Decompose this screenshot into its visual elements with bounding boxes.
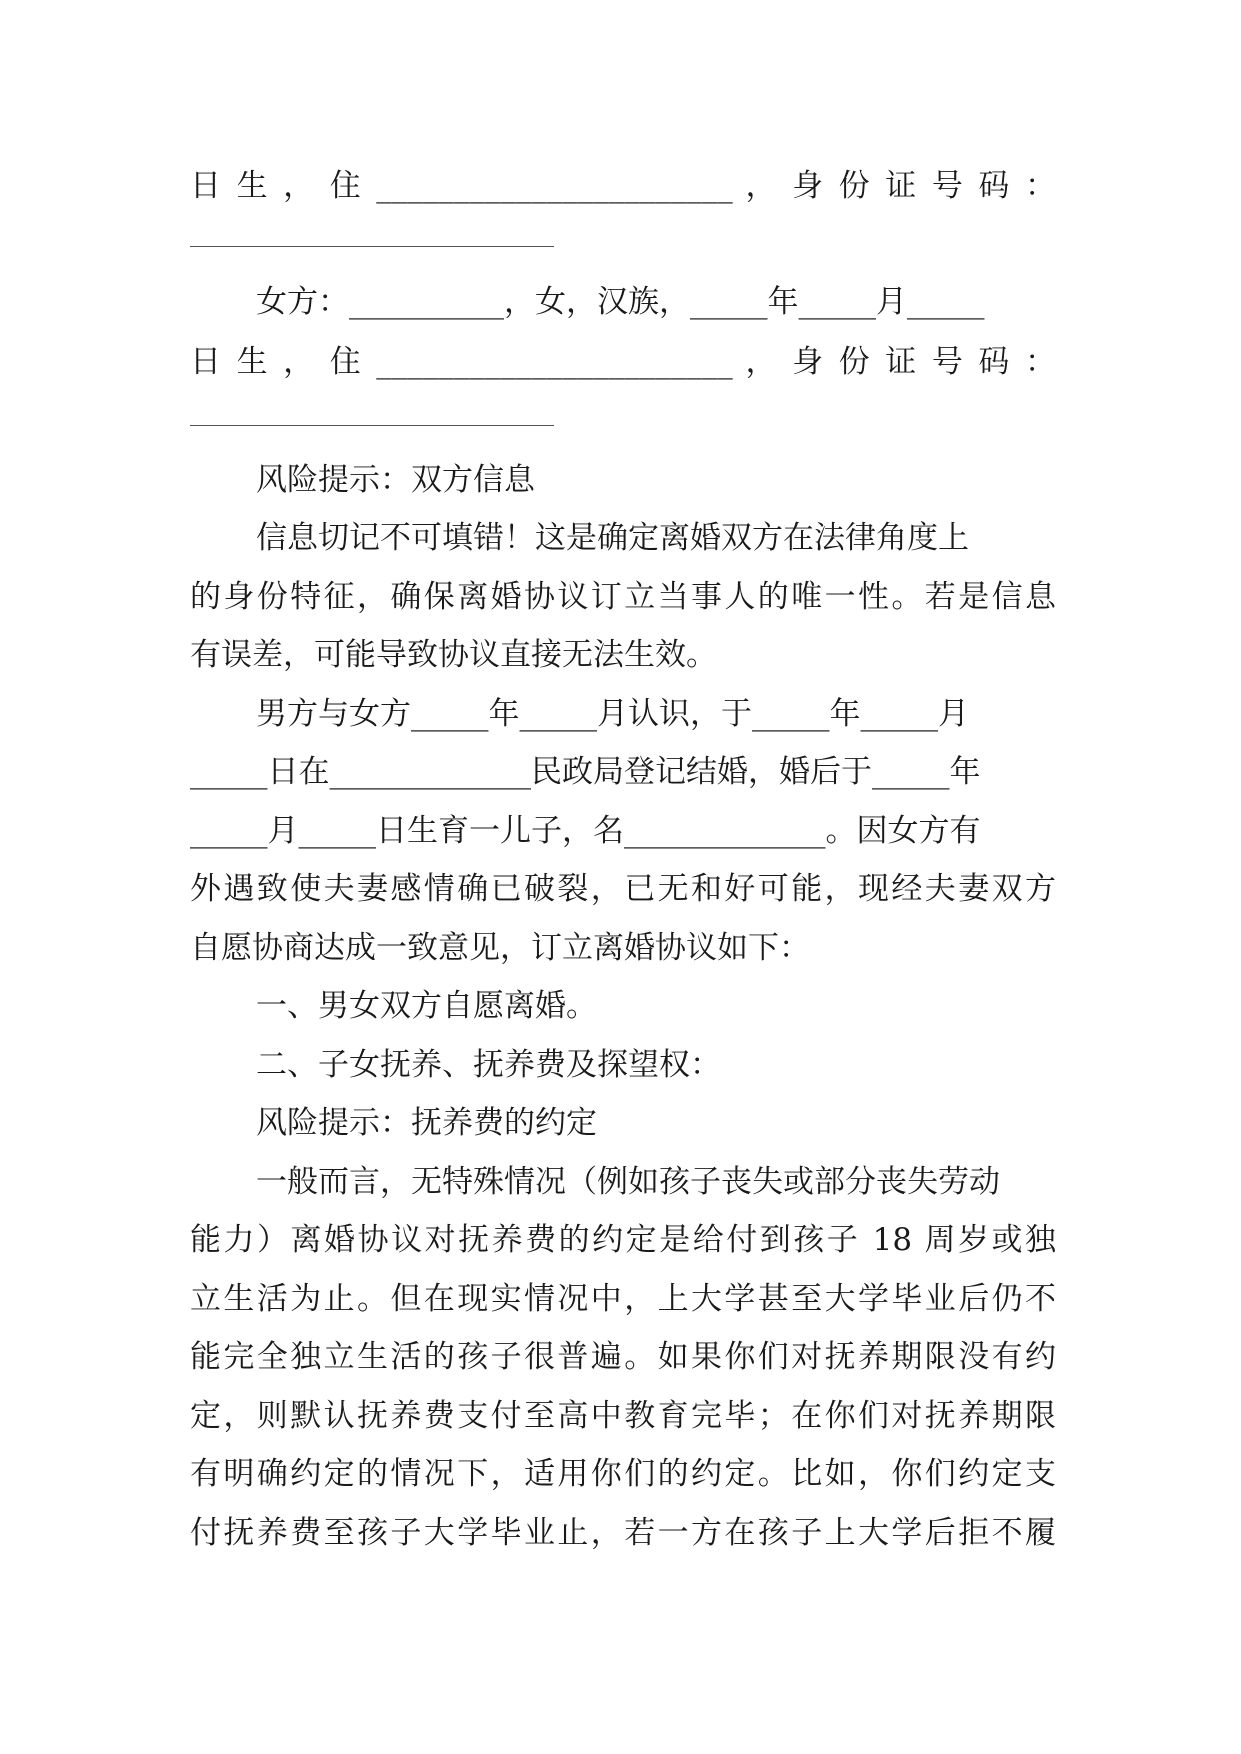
risk-tip-heading-parties: 风险提示：双方信息 — [256, 462, 535, 498]
male-id-number-blank — [190, 246, 554, 247]
paragraph-line: 一般而言，无特殊情况（例如孩子丧失或部分丧失劳动 — [256, 1164, 1000, 1200]
marriage-info-line: _____月_____日生育一儿子，名_____________。因女方有 — [190, 813, 981, 849]
paragraph-line: 付抚养费至孩子大学毕业止，若一方在孩子上大学后拒不履 — [190, 1515, 1056, 1551]
risk-tip-heading-support: 风险提示：抚养费的约定 — [256, 1105, 597, 1141]
marriage-info-line: 自愿协商达成一致意见，订立离婚协议如下： — [190, 930, 810, 966]
marriage-info-line: 男方与女方_____年_____月认识，于_____年_____月 — [256, 696, 969, 732]
paragraph-line: 立生活为止。但在现实情况中，上大学甚至大学毕业后仍不 — [190, 1281, 1056, 1317]
paragraph-line: 能力）离婚协议对抚养费的约定是给付到孩子 18 周岁或独 — [190, 1222, 1056, 1258]
paragraph-line: 信息切记不可填错！这是确定离婚双方在法律角度上 — [256, 520, 969, 556]
paragraph-line: 有明确约定的情况下，适用你们的约定。比如，你们约定支 — [190, 1456, 1056, 1492]
female-info-line: 女方：__________，女，汉族，_____年_____月_____ — [256, 284, 985, 320]
marriage-info-line: _____日在_____________民政局登记结婚，婚后于_____年 — [190, 754, 981, 790]
male-birth-address-id-line: 日 生 ， 住 _______________________ ， 身 份 证 号 码 ： — [190, 168, 1056, 204]
paragraph-line: 能完全独立生活的孩子很普遍。如果你们对抚养期限没有约 — [190, 1339, 1056, 1375]
clause-two-heading: 二、子女抚养、抚养费及探望权： — [256, 1047, 721, 1083]
paragraph-line: 有误差，可能导致协议直接无法生效。 — [190, 637, 717, 673]
female-birth-address-id-line: 日 生 ， 住 _______________________ ， 身 份 证 号 码 ： — [190, 344, 1056, 380]
paragraph-line: 的身份特征，确保离婚协议订立当事人的唯一性。若是信息 — [190, 579, 1056, 615]
clause-one: 一、男女双方自愿离婚。 — [256, 988, 597, 1024]
female-id-number-blank — [190, 425, 554, 426]
marriage-info-line: 外遇致使夫妻感情确已破裂，已无和好可能，现经夫妻双方 — [190, 871, 1056, 907]
paragraph-line: 定，则默认抚养费支付至高中教育完毕；在你们对抚养期限 — [190, 1398, 1056, 1434]
